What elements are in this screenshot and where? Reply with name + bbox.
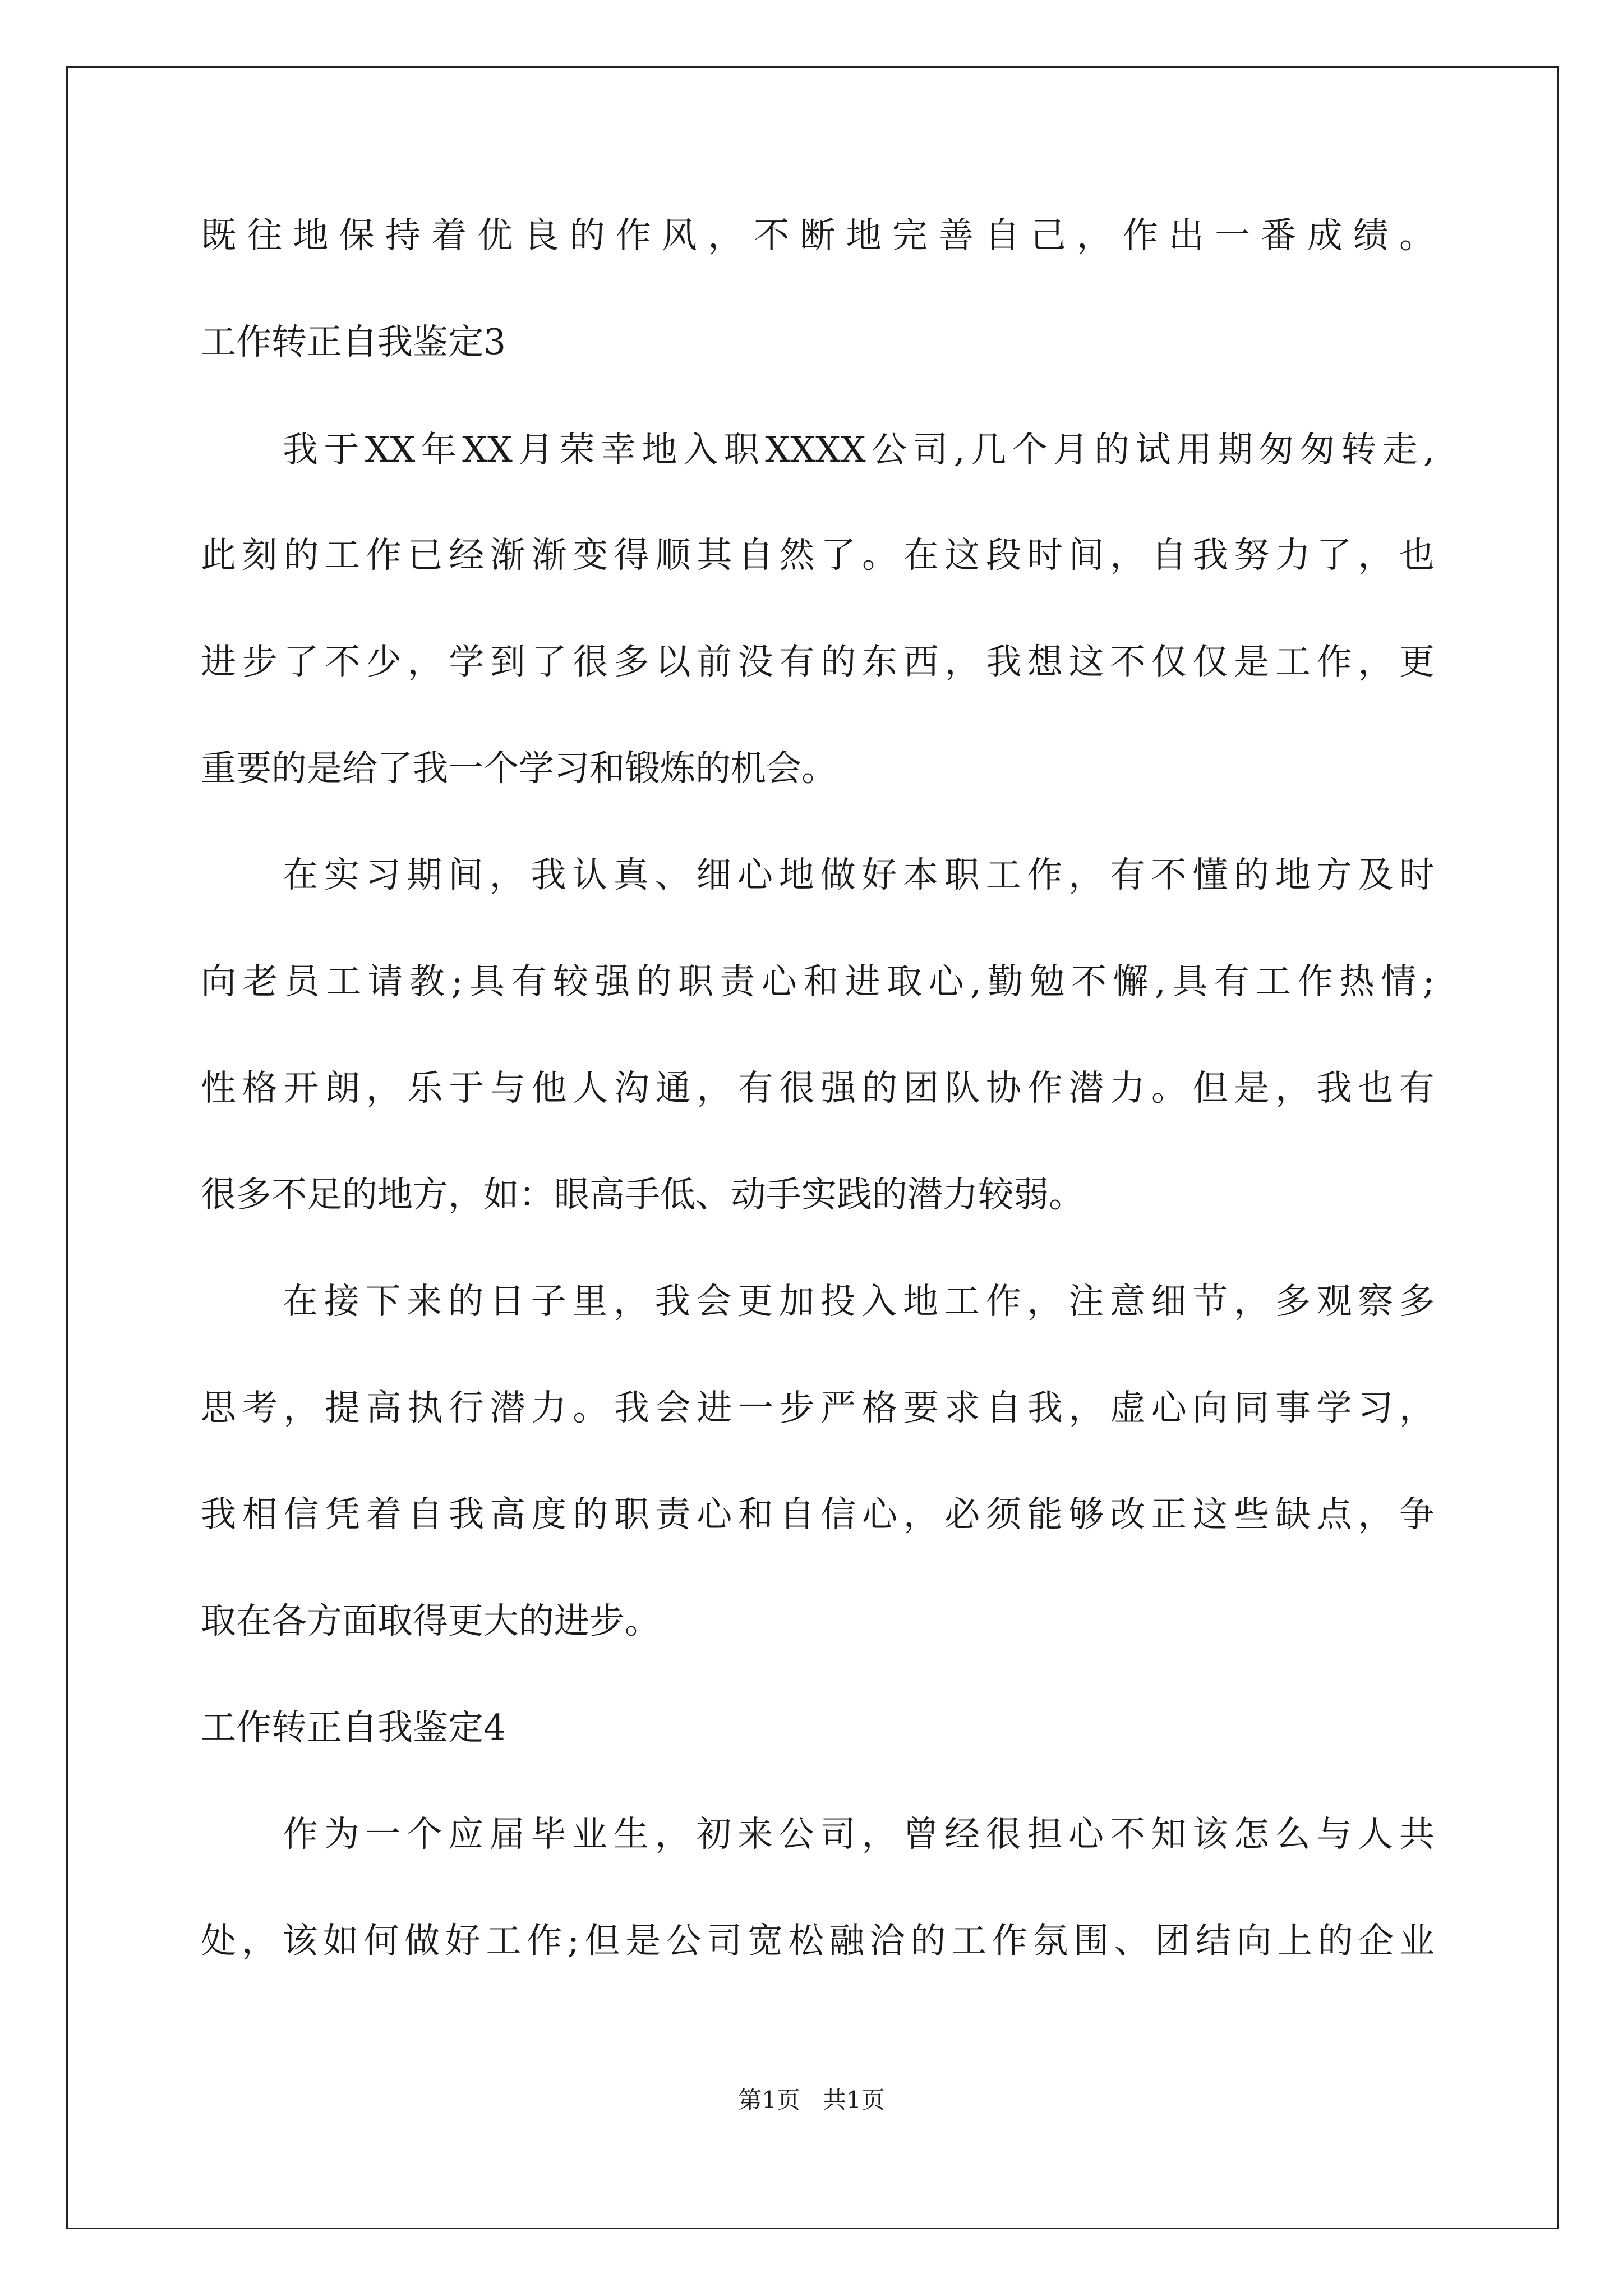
- section-heading: 工作转正自我鉴定4: [201, 1707, 506, 1748]
- text-line: 重要的是给了我一个学习和锻炼的机会。: [201, 748, 837, 789]
- section-heading: 工作转正自我鉴定3: [201, 321, 506, 362]
- text-line: 处，该如何做好工作;但是公司宽松融洽的工作氛围、团结向上的企业: [201, 1920, 1435, 1961]
- text-line: 我相信凭着自我高度的职责心和自信心，必须能够改正这些缺点，争: [201, 1494, 1435, 1535]
- text-line: 我于XX年XX月荣幸地入职XXXX公司,几个月的试用期匆匆转走,: [283, 429, 1435, 470]
- text-line: 向老员工请教;具有较强的职责心和进取心,勤勉不懈,具有工作热情;: [201, 961, 1435, 1002]
- text-line: 作为一个应届毕业生，初来公司，曾经很担心不知该怎么与人共: [283, 1814, 1435, 1855]
- text-line: 在实习期间，我认真、细心地做好本职工作，有不懂的地方及时: [283, 854, 1435, 895]
- page-footer: 第1页 共1页: [738, 2086, 885, 2114]
- text-line: 思考，提高执行潜力。我会进一步严格要求自我，虚心向同事学习，: [201, 1387, 1435, 1428]
- text-line: 在接下来的日子里，我会更加投入地工作，注意细节，多观察多: [283, 1281, 1435, 1322]
- page-border: [66, 66, 1559, 2229]
- text-line: 性格开朗，乐于与他人沟通，有很强的团队协作潜力。但是，我也有: [201, 1068, 1435, 1108]
- text-line: 很多不足的地方，如：眼高手低、动手实践的潜力较弱。: [201, 1174, 1084, 1215]
- text-line: 取在各方面取得更大的进步。: [201, 1600, 660, 1641]
- text-line: 进步了不少，学到了很多以前没有的东西，我想这不仅仅是工作，更: [201, 641, 1435, 682]
- text-line: 既往地保持着优良的作风，不断地完善自己，作出一番成绩。: [201, 215, 1435, 256]
- text-line: 此刻的工作已经渐渐变得顺其自然了。在这段时间，自我努力了，也: [201, 535, 1435, 576]
